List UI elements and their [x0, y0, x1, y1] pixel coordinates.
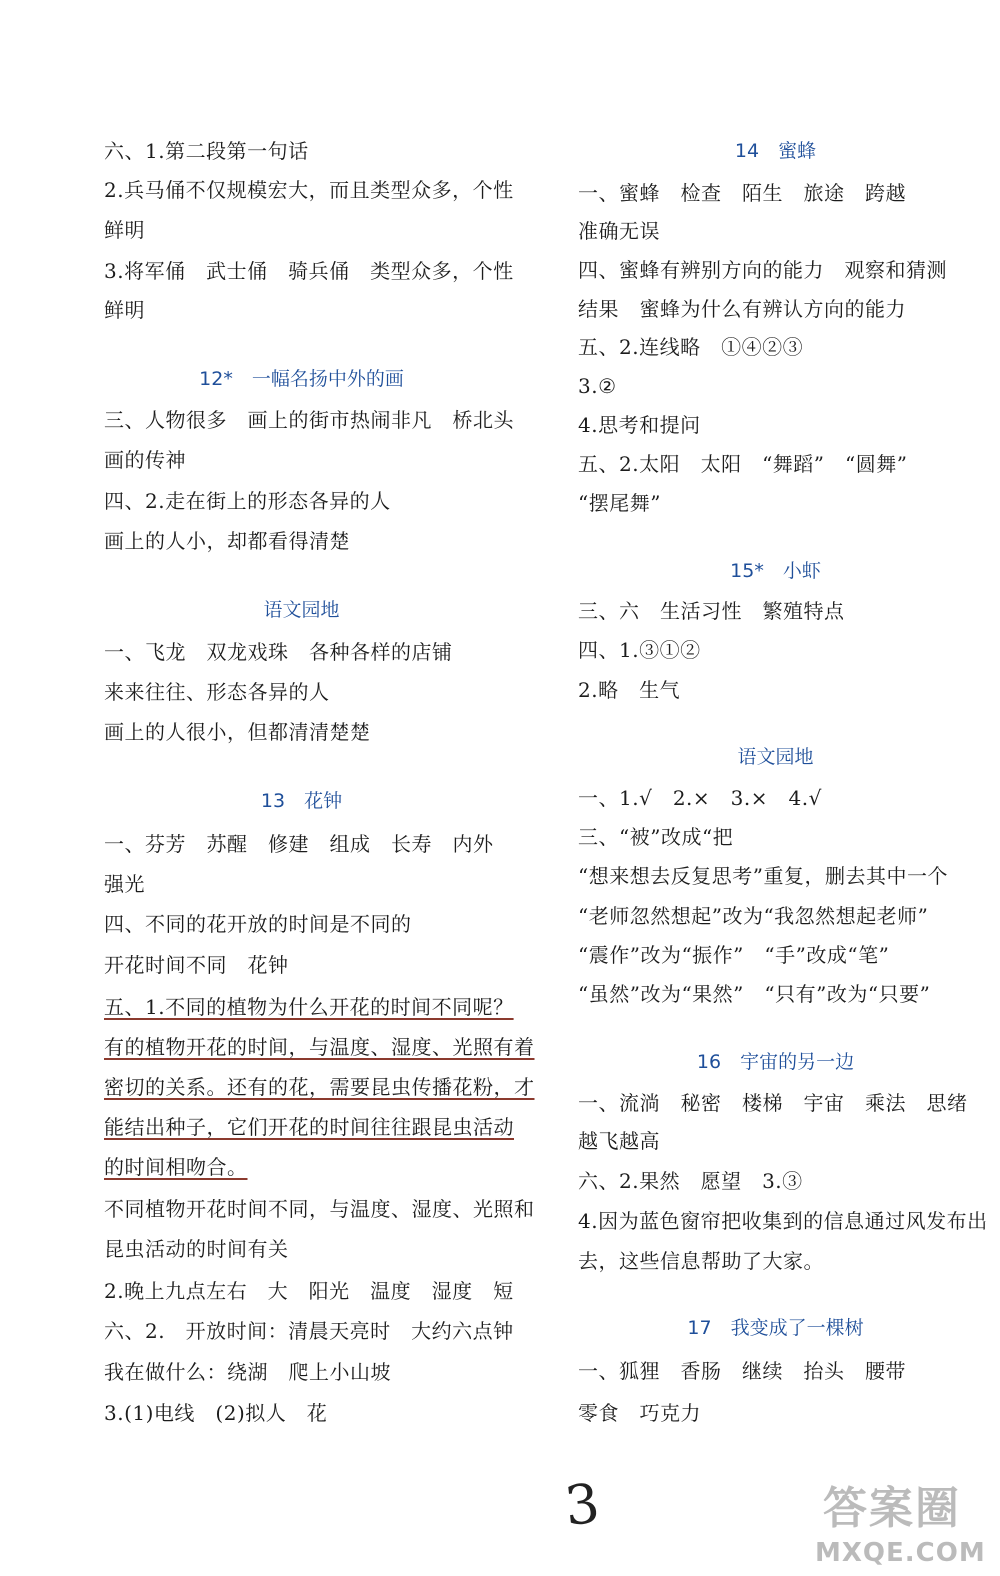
- answer-line: 3.②: [578, 374, 617, 398]
- answer-line: 一、狐狸 香肠 继续 抬头 腰带: [578, 1359, 906, 1383]
- watermark-logo: [815, 1480, 1000, 1576]
- answer-line: 三、“被”改成“把: [578, 825, 734, 849]
- answer-line: 六、1.第二段第一句话: [104, 139, 309, 163]
- answer-line: 六、2.果然 愿望 3.③: [578, 1169, 803, 1193]
- section-title-garden-1: 语文园地: [263, 599, 340, 621]
- answer-line: 一、1.√ 2.× 3.× 4.√: [578, 786, 822, 810]
- answer-line: 五、2.太阳 太阳 “舞蹈” “圆舞”: [578, 452, 908, 476]
- section-title-13: 13 花钟: [260, 790, 343, 812]
- answer-line: 画上的人很小，但都清清楚楚: [104, 720, 371, 744]
- answer-line: 一、流淌 秘密 楼梯 宇宙 乘法 思绪: [578, 1091, 968, 1115]
- answer-line: 2.兵马俑不仅规模宏大，而且类型众多，个性: [104, 178, 514, 202]
- answer-line: 强光: [104, 872, 145, 896]
- answer-line: 越飞越高: [578, 1129, 660, 1153]
- answer-line: 四、1.③①②: [578, 638, 701, 662]
- answer-line: 3.将军俑 武士俑 骑兵俑 类型众多，个性: [104, 259, 514, 283]
- answer-line: 四、不同的花开放的时间是不同的: [104, 912, 412, 936]
- section-title-garden-2: 语文园地: [737, 746, 814, 768]
- answer-line: “虽然”改为“果然” “只有”改为“只要”: [578, 982, 931, 1006]
- section-title-12: 12* 一幅名扬中外的画: [199, 368, 404, 390]
- answer-line: 三、人物很多 画上的街市热闹非凡 桥北头: [104, 408, 514, 432]
- answer-line: 4.因为蓝色窗帘把收集到的信息通过风发布出: [578, 1209, 988, 1233]
- answer-line: 画的传神: [104, 448, 186, 472]
- answer-line: 四、蜜蜂有辨别方向的能力 观察和猜测: [578, 258, 947, 282]
- answer-line: 画上的人小，却都看得清楚: [104, 529, 350, 553]
- answer-line: “老师忽然想起”改为“我忽然想起老师”: [578, 904, 929, 928]
- underlined-answer-line: 的时间相吻合。: [104, 1155, 248, 1179]
- underlined-answer-line: 密切的关系。还有的花，需要昆虫传播花粉，才: [104, 1075, 535, 1099]
- answer-line: 五、2.连线略 ①④②③: [578, 335, 804, 359]
- answer-line: 开花时间不同 花钟: [104, 953, 289, 977]
- section-title-16: 16 宇宙的另一边: [696, 1051, 855, 1073]
- underlined-answer-line: 五、1.不同的植物为什么开花的时间不同呢？: [104, 995, 514, 1019]
- answer-line: 零食 巧克力: [578, 1401, 701, 1425]
- section-title-14: 14 蜜蜂: [734, 140, 817, 162]
- answer-line: 去，这些信息帮助了大家。: [578, 1249, 824, 1273]
- answer-line: 2.略 生气: [578, 678, 681, 702]
- answer-line: 六、2. 开放时间：清晨天亮时 大约六点钟: [104, 1319, 514, 1343]
- underlined-answer-line: 能结出种子，它们开花的时间往往跟昆虫活动: [104, 1115, 514, 1139]
- answer-line: 3.(1)电线 (2)拟人 花: [104, 1401, 328, 1425]
- answer-line: 一、芬芳 苏醒 修建 组成 长寿 内外: [104, 832, 494, 856]
- answer-line: 昆虫活动的时间有关: [104, 1237, 289, 1261]
- answer-line: 不同植物开花时间不同，与温度、湿度、光照和: [104, 1197, 535, 1221]
- answer-line: 我在做什么：绕湖 爬上小山坡: [104, 1360, 391, 1384]
- answer-line: 结果 蜜蜂为什么有辨认方向的能力: [578, 297, 906, 321]
- answer-line: 准确无误: [578, 219, 660, 243]
- answer-line: 鲜明: [104, 218, 145, 242]
- answer-line: 三、六 生活习性 繁殖特点: [578, 599, 845, 623]
- answer-line: “想来想去反复思考”重复，删去其中一个: [578, 864, 948, 888]
- underlined-answer-line: 有的植物开花的时间，与温度、湿度、光照有着: [104, 1035, 535, 1059]
- answer-line: 四、2.走在街上的形态各异的人: [104, 489, 391, 513]
- answer-line: 鲜明: [104, 298, 145, 322]
- answer-line: “震作”改为“振作” “手”改成“笔”: [578, 943, 890, 967]
- answer-line: 2.晚上九点左右 大 阳光 温度 湿度 短: [104, 1279, 514, 1303]
- section-title-15: 15* 小虾: [730, 560, 821, 582]
- answer-line: 一、飞龙 双龙戏珠 各种各样的店铺: [104, 640, 453, 664]
- answer-line: 4.思考和提问: [578, 413, 701, 437]
- answer-line: 一、蜜蜂 检查 陌生 旅途 跨越: [578, 181, 906, 205]
- section-title-17: 17 我变成了一棵树: [687, 1317, 864, 1339]
- watermark-text: 答案圈: [823, 1483, 961, 1534]
- answer-line: “摆尾舞”: [578, 491, 661, 515]
- handwritten-page-number: 3: [561, 1471, 603, 1538]
- watermark-url: MXQE.COM: [815, 1538, 986, 1568]
- answer-line: 来来往往、形态各异的人: [104, 680, 330, 704]
